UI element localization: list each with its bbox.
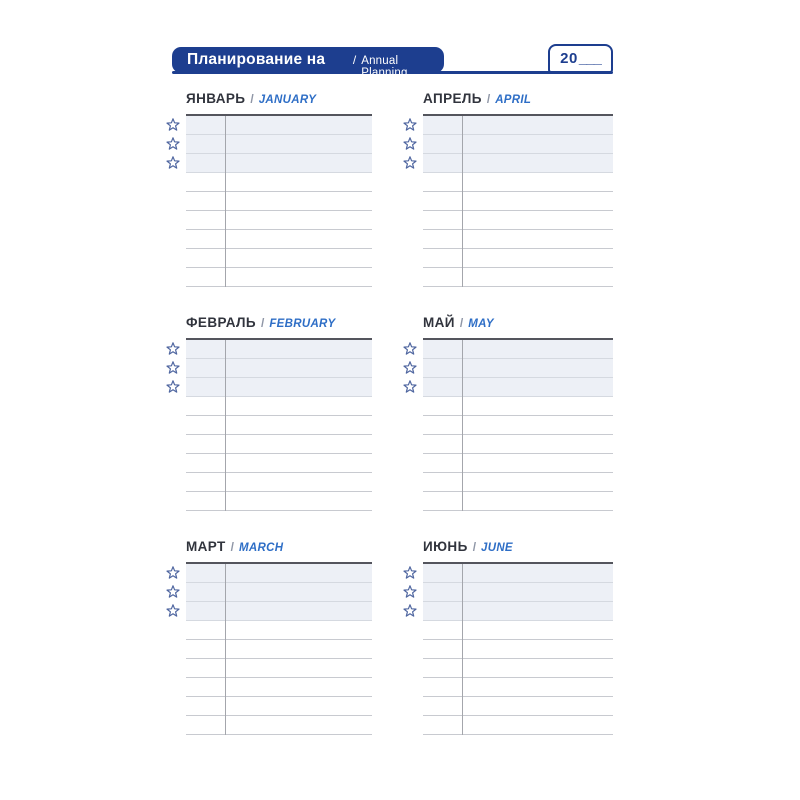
month-title: [423, 536, 613, 562]
page-title-separator: /: [352, 53, 357, 67]
writing-line: [186, 268, 372, 287]
writing-line: [186, 435, 372, 454]
outline-star-icon: [403, 118, 417, 132]
writing-line: [186, 211, 372, 230]
outline-star-icon: [403, 585, 417, 599]
starred-row: [186, 135, 372, 154]
month-name-ru: ЯНВАРЬ: [186, 91, 246, 106]
outline-star-icon: [403, 361, 417, 375]
starred-row: [423, 602, 613, 621]
month-name-ru: МАЙ: [423, 315, 455, 330]
writing-line: [186, 640, 372, 659]
year-blank-line: ___: [578, 50, 601, 67]
month-name-en: APRIL: [495, 94, 532, 106]
starred-row: [423, 135, 613, 154]
starred-row: [186, 602, 372, 621]
writing-line: [423, 249, 613, 268]
outline-star-icon: [403, 137, 417, 151]
writing-line: [423, 230, 613, 249]
outline-star-icon: [403, 566, 417, 580]
writing-line: [186, 492, 372, 511]
writing-line: [423, 435, 613, 454]
outline-star-icon: [403, 604, 417, 618]
writing-line: [186, 697, 372, 716]
outline-star-icon: [403, 342, 417, 356]
writing-line: [423, 659, 613, 678]
starred-row: [186, 154, 372, 173]
starred-row: [423, 154, 613, 173]
writing-line: [186, 416, 372, 435]
writing-line: [423, 211, 613, 230]
writing-line: [186, 621, 372, 640]
writing-line: [186, 454, 372, 473]
writing-line: [186, 192, 372, 211]
starred-row: [186, 340, 372, 359]
starred-row: [423, 116, 613, 135]
writing-line: [423, 678, 613, 697]
starred-row: [186, 378, 372, 397]
month-table: [423, 338, 613, 511]
starred-row: [423, 564, 613, 583]
starred-row: [423, 340, 613, 359]
month-name-separator: /: [230, 540, 235, 554]
writing-line: [186, 678, 372, 697]
year-prefix: 20: [560, 50, 578, 67]
month-title: [423, 312, 613, 338]
writing-line: [186, 230, 372, 249]
month-name-separator: /: [250, 92, 254, 106]
month-name-en: JUNE: [481, 542, 513, 554]
month-name-separator: /: [472, 540, 477, 554]
writing-line: [423, 492, 613, 511]
month-name-en: JANUARY: [258, 94, 317, 106]
table-divider-line: [225, 340, 226, 511]
writing-line: [186, 473, 372, 492]
writing-line: [423, 454, 613, 473]
outline-star-icon: [403, 156, 417, 170]
month-name-ru: ИЮНЬ: [423, 539, 468, 554]
month-table: [423, 562, 613, 735]
month-block-april: [403, 88, 613, 285]
outline-star-icon: [166, 156, 180, 170]
outline-star-icon: [166, 342, 180, 356]
outline-star-icon: [166, 380, 180, 394]
month-name-en: FEBRUARY: [269, 318, 336, 330]
writing-line: [423, 173, 613, 192]
writing-line: [423, 397, 613, 416]
table-divider-line: [225, 564, 226, 735]
starred-row: [186, 359, 372, 378]
outline-star-icon: [403, 380, 417, 394]
starred-row: [186, 116, 372, 135]
table-divider-line: [462, 340, 463, 511]
month-name-en: MARCH: [239, 542, 284, 554]
starred-row: [186, 564, 372, 583]
starred-row: [186, 583, 372, 602]
outline-star-icon: [166, 585, 180, 599]
writing-line: [423, 192, 613, 211]
page-title: Планирование на год: [187, 51, 326, 94]
table-divider-line: [462, 564, 463, 735]
writing-line: [423, 416, 613, 435]
months-grid: [166, 88, 613, 733]
year-box: [548, 44, 613, 73]
writing-line: [186, 659, 372, 678]
month-title: [186, 312, 372, 338]
month-block-may: [403, 312, 613, 509]
starred-row: [423, 583, 613, 602]
month-name-ru: МАРТ: [186, 539, 226, 554]
month-block-february: [166, 312, 372, 509]
outline-star-icon: [166, 137, 180, 151]
writing-line: [423, 716, 613, 735]
month-block-march: [166, 536, 372, 733]
month-table: [186, 114, 372, 287]
month-block-january: [166, 88, 372, 285]
page-title-banner: [172, 47, 444, 94]
writing-line: [423, 473, 613, 492]
writing-line: [423, 640, 613, 659]
month-table: [186, 562, 372, 735]
month-name-separator: /: [459, 316, 464, 330]
month-table: [423, 114, 613, 287]
writing-line: [423, 268, 613, 287]
table-divider-line: [462, 116, 463, 287]
starred-row: [423, 359, 613, 378]
month-block-june: [403, 536, 613, 733]
month-name-en: MAY: [468, 318, 494, 330]
page-subtitle: Annual Planning: [361, 55, 408, 79]
month-table: [186, 338, 372, 511]
month-name-separator: /: [486, 92, 491, 106]
writing-line: [186, 249, 372, 268]
writing-line: [186, 716, 372, 735]
writing-line: [423, 621, 613, 640]
writing-line: [186, 173, 372, 192]
outline-star-icon: [166, 361, 180, 375]
month-title: [186, 88, 372, 114]
month-name-ru: ФЕВРАЛЬ: [186, 315, 256, 330]
writing-line: [186, 397, 372, 416]
outline-star-icon: [166, 604, 180, 618]
table-divider-line: [225, 116, 226, 287]
outline-star-icon: [166, 566, 180, 580]
month-title: [423, 88, 613, 114]
outline-star-icon: [166, 118, 180, 132]
month-name-ru: АПРЕЛЬ: [423, 91, 482, 106]
month-name-separator: /: [260, 316, 265, 330]
starred-row: [423, 378, 613, 397]
writing-line: [423, 697, 613, 716]
month-title: [186, 536, 372, 562]
